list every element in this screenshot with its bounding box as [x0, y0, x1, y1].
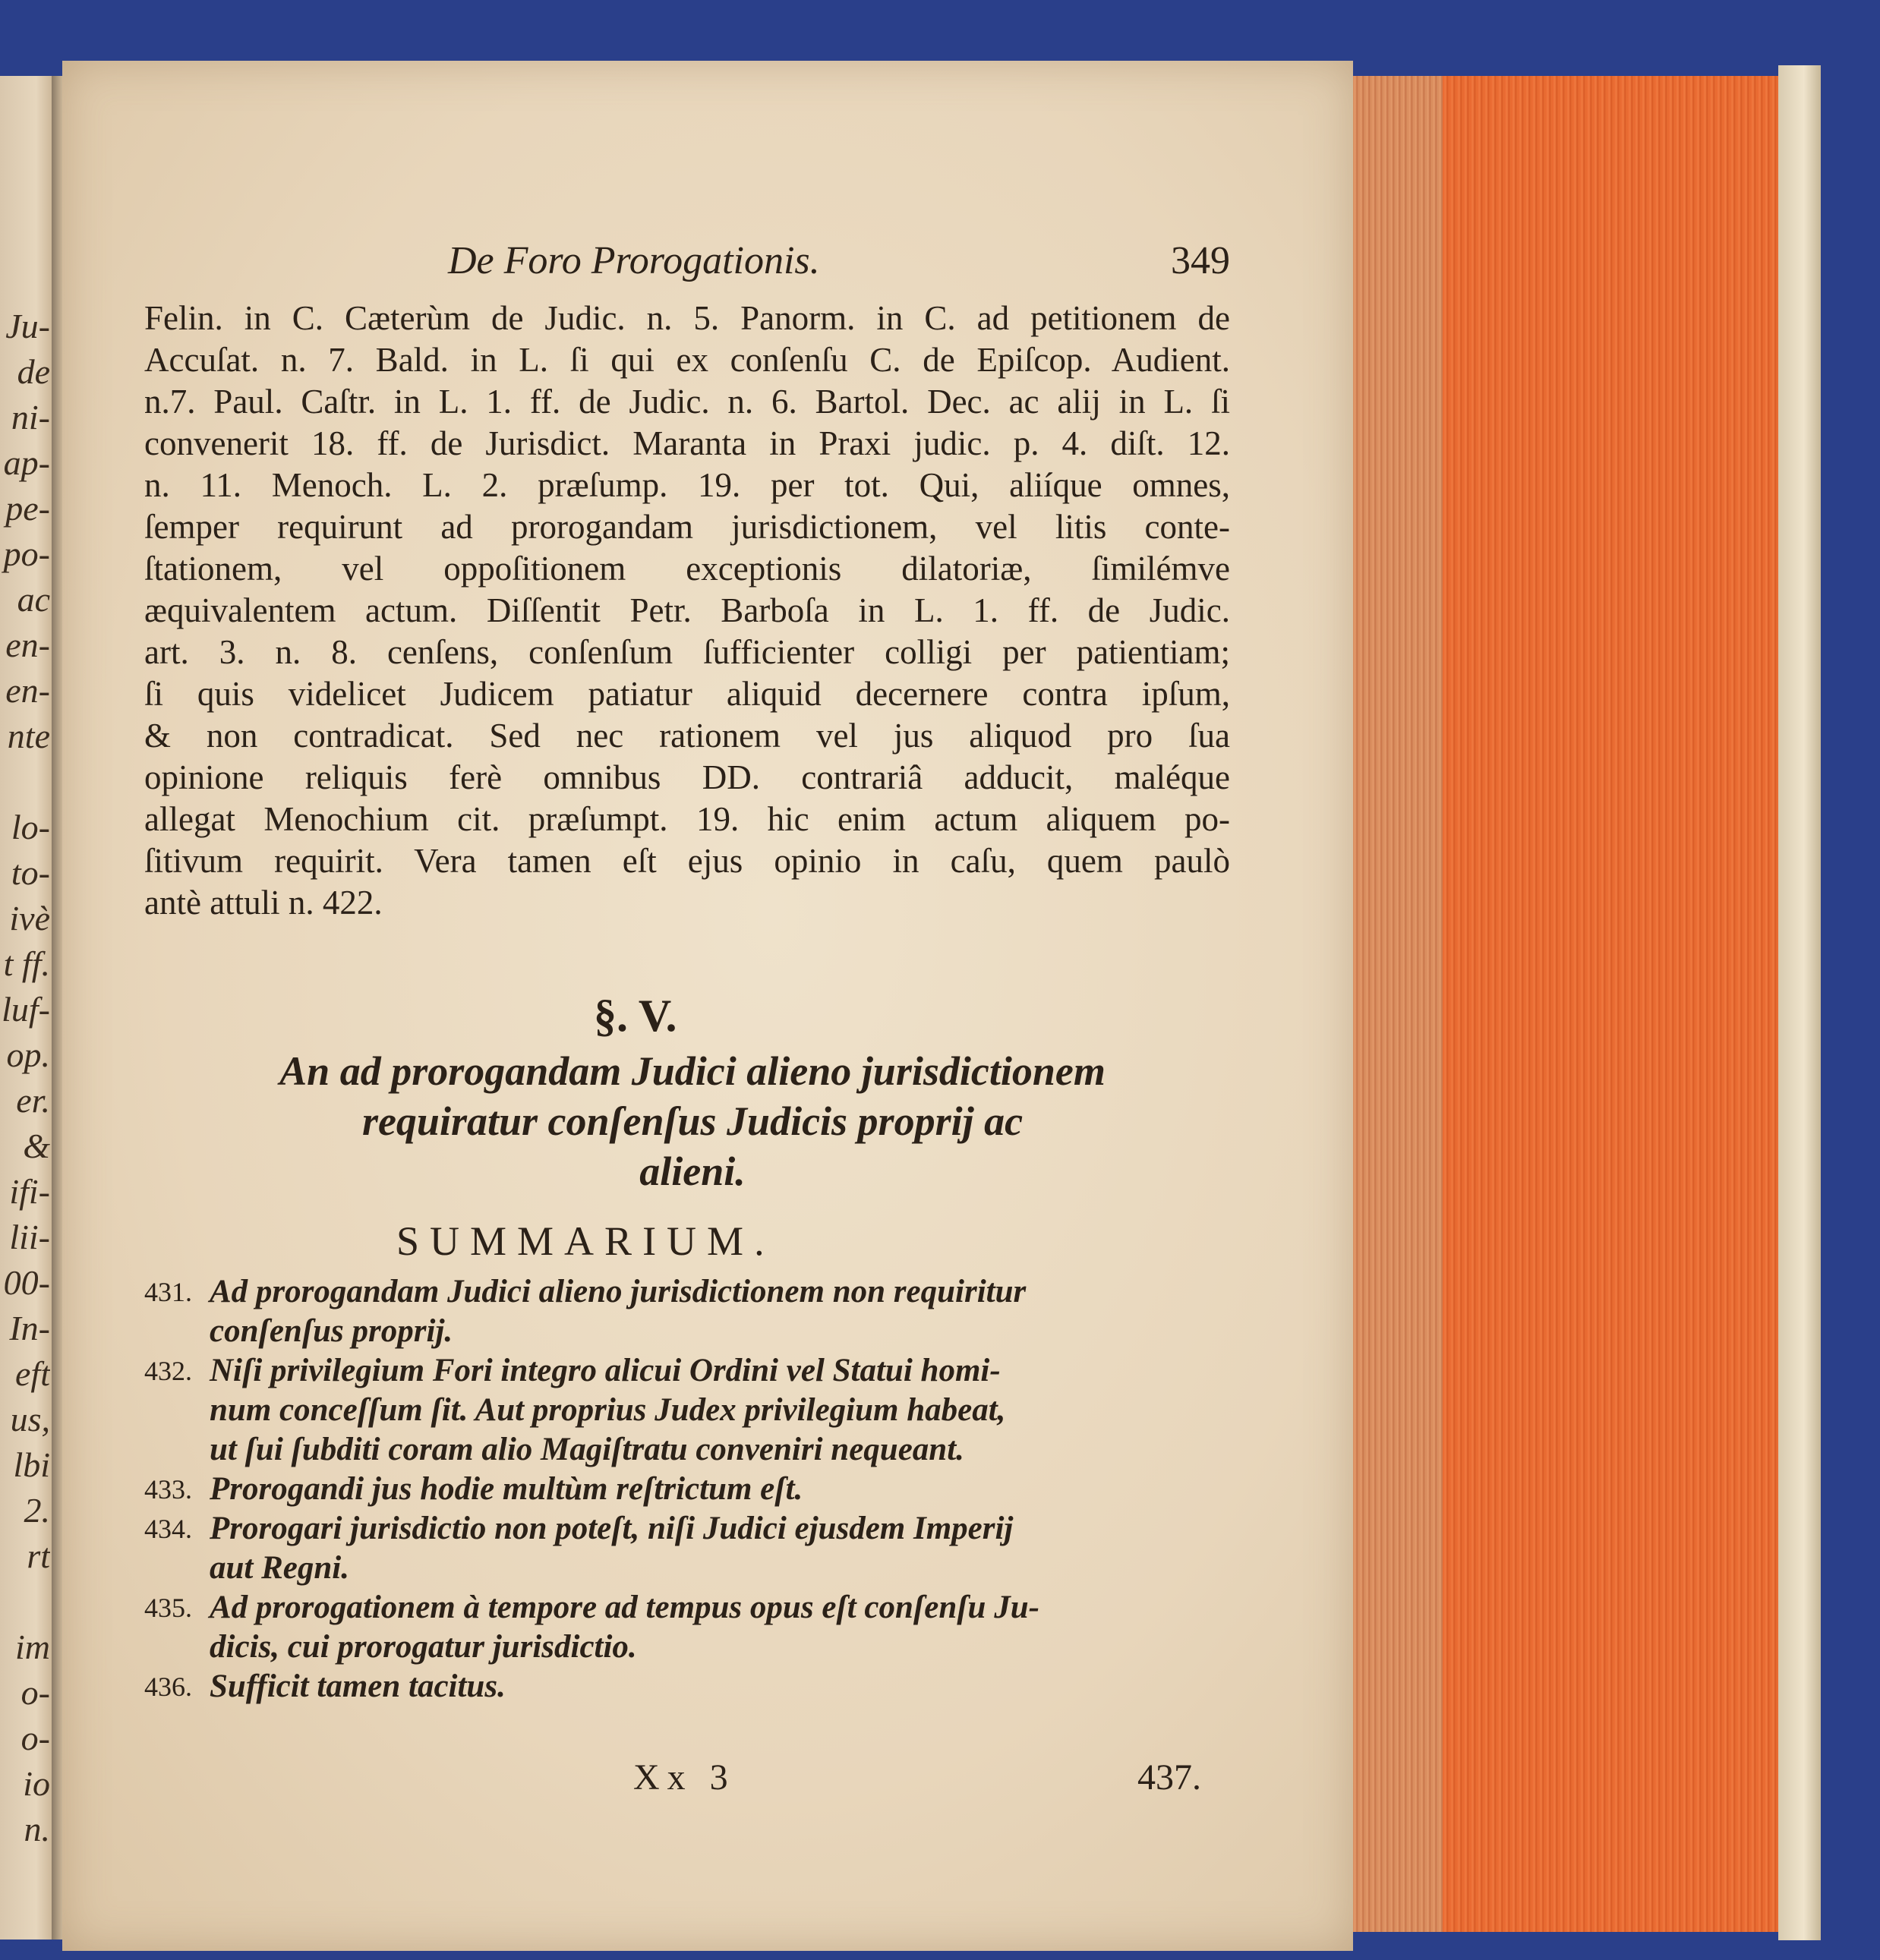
- summary-line: Prorogandi jus hodie multùm reſtrictum eſt.: [210, 1471, 803, 1507]
- left-margin-fragment: nte: [7, 717, 50, 755]
- left-margin-fragment: o-: [21, 1673, 50, 1712]
- summary-number: 431.: [144, 1277, 192, 1307]
- signature-mark: Xx 3: [633, 1757, 736, 1798]
- summary-line: conſenſus proprij.: [210, 1313, 453, 1349]
- body-line: ſtationem, vel oppoſitionem exceptionis dilatoriæ, ſimilémve: [144, 550, 1230, 588]
- body-line: ſitivum requirit. Vera tamen eſt ejus opinio in caſu, quem paulò: [144, 842, 1230, 880]
- left-margin-fragment: en-: [5, 671, 50, 710]
- summary-item: [144, 1588, 1232, 1667]
- left-margin-fragment: ap-: [3, 443, 50, 482]
- left-margin-fragment: n.: [24, 1810, 50, 1848]
- left-margin-fragment: pe-: [5, 489, 50, 528]
- catchword: 437.: [1137, 1757, 1201, 1798]
- summary-number: 434.: [144, 1514, 192, 1544]
- left-margin-fragment: ifi-: [9, 1172, 50, 1211]
- body-line: ſemper requirunt ad prorogandam jurisdictionem, vel litis conte-: [144, 508, 1230, 546]
- summary-text: [210, 1588, 1232, 1667]
- body-line: Accuſat. n. 7. Bald. in L. ſi qui ex conſenſu C. de Epiſcop. Audient.: [144, 341, 1230, 379]
- summary-text: [210, 1470, 1232, 1509]
- summary-text: [210, 1509, 1232, 1588]
- left-margin-fragment: lii-: [9, 1218, 50, 1256]
- left-margin-fragment: &: [23, 1127, 50, 1165]
- summary-line: Ad prorogandam Judici alieno jurisdictionem non requiritur: [210, 1274, 1027, 1309]
- left-margin-fragment: ivè: [9, 899, 50, 937]
- left-margin-fragment: Ju-: [5, 307, 50, 345]
- summary-line: aut Regni.: [210, 1550, 349, 1586]
- left-margin-fragment: rt: [27, 1536, 50, 1575]
- red-stained-edge: [1443, 76, 1778, 1932]
- summary-line: ut ſui ſubditi coram alio Magiſtratu conveniri nequeant.: [210, 1432, 964, 1467]
- section-heading-line-3: alieni.: [639, 1149, 746, 1194]
- page-number: 349: [1171, 239, 1230, 282]
- running-head: [448, 238, 1230, 291]
- left-margin-fragment: im: [15, 1628, 50, 1666]
- left-margin-fragment: t ff.: [3, 944, 50, 983]
- summary-line: Niſi privilegium Fori integro alicui Ordini vel Statui homi-: [210, 1353, 1001, 1388]
- summary-line: Sufficit tamen tacitus.: [210, 1669, 506, 1704]
- left-margin-fragment: er.: [16, 1081, 50, 1120]
- left-margin-fragment: eft: [15, 1354, 50, 1393]
- body-line: & non contradicat. Sed nec rationem vel jus aliquod pro ſua: [144, 717, 1230, 755]
- left-margin-fragment: en-: [5, 625, 50, 664]
- body-line: ſi quis videlicet Judicem patiatur aliquid decernere contra ipſum,: [144, 675, 1230, 713]
- left-margin-fragment: [0, 1579, 50, 1624]
- summary-number: 436.: [144, 1672, 192, 1702]
- summary-line: Ad prorogationem à tempore ad tempus opus eſt conſenſu Ju-: [210, 1590, 1039, 1625]
- left-margin-fragment: o-: [21, 1719, 50, 1757]
- section-heading-line-1: An ad prorogandam Judici alieno jurisdictionem: [279, 1048, 1106, 1094]
- body-line: allegat Menochium cit. præſumpt. 19. hic enim actum aliquem po-: [144, 800, 1230, 838]
- summary-line: dicis, cui prorogatur jurisdictio.: [210, 1629, 637, 1665]
- left-margin-fragment: lo-: [11, 808, 50, 846]
- left-margin-fragment: de: [17, 352, 50, 391]
- left-margin-fragment: 2.: [24, 1491, 50, 1530]
- summary-item: [144, 1509, 1232, 1588]
- summary-item: [144, 1272, 1232, 1351]
- summary-text: [210, 1667, 1232, 1706]
- left-page-margin-text: [0, 304, 50, 1852]
- body-line: opinione reliquis ferè omnibus DD. contrariâ adducit, maléque: [144, 758, 1230, 796]
- book-cover: [1778, 65, 1821, 1940]
- left-margin-fragment: In-: [9, 1309, 50, 1347]
- body-text: [144, 298, 1230, 924]
- body-line: n.7. Paul. Caſtr. in L. 1. ff. de Judic. n. 6. Bartol. Dec. ac alij in L. ſi: [144, 383, 1230, 421]
- summary-item: [144, 1667, 1232, 1706]
- body-line: æquivalentem actum. Diſſentit Petr. Barboſa in L. 1. ff. de Judic.: [144, 591, 1230, 629]
- summary-list: [144, 1272, 1232, 1706]
- summary-item: [144, 1470, 1232, 1509]
- body-line: n. 11. Menoch. L. 2. præſump. 19. per tot. Qui, aliíque omnes,: [144, 466, 1230, 504]
- summary-text: [210, 1351, 1232, 1470]
- section-heading-line-2: requiratur conſenſus Judicis proprij ac: [361, 1098, 1024, 1144]
- summary-number: 435.: [144, 1593, 192, 1623]
- summary-line: num conceſſum ſit. Aut proprius Judex privilegium habeat,: [210, 1392, 1006, 1428]
- left-margin-fragment: luf-: [2, 990, 50, 1029]
- right-page: [62, 61, 1353, 1951]
- left-page: [0, 76, 52, 1940]
- book-gutter: [52, 76, 62, 1940]
- left-margin-fragment: lbi: [13, 1445, 50, 1484]
- summary-item: [144, 1351, 1232, 1470]
- left-margin-fragment: to-: [11, 853, 50, 892]
- body-line: Felin. in C. Cæterùm de Judic. n. 5. Panorm. in C. ad petitionem de: [144, 299, 1230, 337]
- left-margin-fragment: ac: [17, 580, 50, 619]
- left-margin-fragment: 00-: [3, 1263, 50, 1302]
- summary-number: 433.: [144, 1474, 192, 1505]
- summary-number: 432.: [144, 1356, 192, 1386]
- summarium-label: SUMMARIUM.: [396, 1218, 775, 1264]
- body-line: art. 3. n. 8. cenſens, conſenſum ſufficienter colligi per patientiam;: [144, 633, 1230, 671]
- running-title: De Foro Prorogationis.: [448, 239, 820, 282]
- left-margin-fragment: us,: [10, 1400, 50, 1438]
- left-margin-fragment: po-: [3, 534, 50, 573]
- body-line: antè attuli n. 422.: [144, 884, 383, 922]
- summary-line: Prorogari jurisdictio non poteſt, niſi Judici ejusdem Imperij: [210, 1511, 1014, 1546]
- left-margin-fragment: ni-: [11, 398, 50, 436]
- left-margin-fragment: io: [23, 1764, 50, 1803]
- left-margin-fragment: op.: [6, 1035, 50, 1074]
- left-margin-fragment: [0, 759, 50, 805]
- body-line: convenerit 18. ff. de Jurisdict. Maranta in Praxi judic. p. 4. diſt. 12.: [144, 424, 1230, 462]
- summary-text: [210, 1272, 1232, 1351]
- section-mark: §. V.: [594, 991, 677, 1041]
